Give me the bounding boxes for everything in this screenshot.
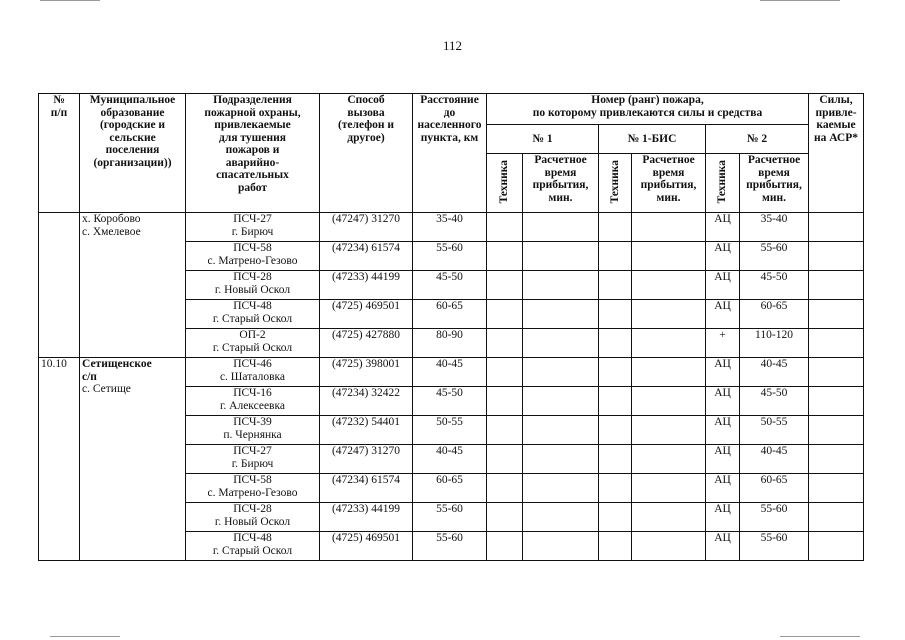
eta-rank2-cell: 45-50 xyxy=(740,387,809,416)
asr-cell xyxy=(809,213,864,242)
tech-rank1bis-cell xyxy=(599,300,632,329)
distance-cell: 55-60 xyxy=(413,532,487,561)
tech-rank2-cell: + xyxy=(706,329,740,358)
tech-rank1-cell xyxy=(487,358,523,387)
tech-rank2-cell: АЦ xyxy=(706,474,740,503)
fire-unit-cell: ПСЧ-28 г. Новый Оскол xyxy=(186,271,320,300)
eta-rank2-cell: 35-40 xyxy=(740,213,809,242)
asr-cell xyxy=(809,416,864,445)
tech-rank1bis-cell xyxy=(599,329,632,358)
phone-cell: (47234) 61574 xyxy=(320,242,413,271)
eta-rank1bis-cell xyxy=(632,358,706,387)
eta-rank2-cell: 55-60 xyxy=(740,532,809,561)
header-tech-1: Техника xyxy=(487,154,523,213)
tech-rank1-cell xyxy=(487,271,523,300)
eta-rank2-cell: 50-55 xyxy=(740,416,809,445)
phone-cell: (4725) 398001 xyxy=(320,358,413,387)
tech-rank1bis-cell xyxy=(599,213,632,242)
eta-rank2-cell: 110-120 xyxy=(740,329,809,358)
phone-cell: (4725) 469501 xyxy=(320,300,413,329)
eta-rank1-cell xyxy=(523,329,599,358)
tech-rank1bis-cell xyxy=(599,416,632,445)
tech-rank1bis-cell xyxy=(599,474,632,503)
eta-rank1-cell xyxy=(523,474,599,503)
distance-cell: 60-65 xyxy=(413,474,487,503)
header-distance: Расстояние до населенного пункта, км xyxy=(413,94,487,213)
fire-unit-cell: ПСЧ-58 с. Матрено-Гезово xyxy=(186,242,320,271)
phone-cell: (47247) 31270 xyxy=(320,213,413,242)
tech-rank2-cell: АЦ xyxy=(706,532,740,561)
tech-rank1-cell xyxy=(487,474,523,503)
eta-rank1-cell xyxy=(523,300,599,329)
distance-cell: 40-45 xyxy=(413,358,487,387)
tech-rank2-cell: АЦ xyxy=(706,271,740,300)
eta-rank1bis-cell xyxy=(632,271,706,300)
distance-cell: 45-50 xyxy=(413,271,487,300)
eta-rank1bis-cell xyxy=(632,532,706,561)
tech-rank1-cell xyxy=(487,503,523,532)
distance-cell: 60-65 xyxy=(413,300,487,329)
distance-cell: 40-45 xyxy=(413,445,487,474)
tech-rank1-cell xyxy=(487,213,523,242)
page-number: 112 xyxy=(442,38,463,53)
asr-cell xyxy=(809,503,864,532)
eta-rank2-cell: 55-60 xyxy=(740,242,809,271)
tech-rank1-cell xyxy=(487,416,523,445)
tech-rank1bis-cell xyxy=(599,242,632,271)
eta-rank1-cell xyxy=(523,271,599,300)
eta-rank1bis-cell xyxy=(632,329,706,358)
distance-cell: 55-60 xyxy=(413,242,487,271)
eta-rank2-cell: 55-60 xyxy=(740,503,809,532)
distance-cell: 45-50 xyxy=(413,387,487,416)
phone-cell: (47232) 54401 xyxy=(320,416,413,445)
table-body xyxy=(39,213,864,561)
eta-rank1-cell xyxy=(523,213,599,242)
header-asr: Силы, привле- каемые на АСР* xyxy=(809,94,864,213)
eta-rank1-cell xyxy=(523,242,599,271)
tech-rank2-cell: АЦ xyxy=(706,242,740,271)
eta-rank1bis-cell xyxy=(632,387,706,416)
phone-cell: (4725) 469501 xyxy=(320,532,413,561)
municipality-cell xyxy=(80,358,186,561)
eta-rank1-cell xyxy=(523,445,599,474)
top-scan-edge xyxy=(760,0,840,1)
table-row xyxy=(39,213,864,242)
header-tech-1bis: Техника xyxy=(599,154,632,213)
eta-rank2-cell: 45-50 xyxy=(740,271,809,300)
municipality-name: Сетищенское с/п xyxy=(82,358,152,383)
phone-cell: (47247) 31270 xyxy=(320,445,413,474)
fire-unit-cell: ПСЧ-27 г. Бирюч xyxy=(186,213,320,242)
distance-cell: 80-90 xyxy=(413,329,487,358)
tech-rank2-cell: АЦ xyxy=(706,416,740,445)
header-rank-1bis: № 1-БИС xyxy=(599,125,706,154)
asr-cell xyxy=(809,358,864,387)
settlement-names: х. Коробово с. Хмелевое xyxy=(82,213,141,238)
tech-rank1bis-cell xyxy=(599,271,632,300)
eta-rank2-cell: 60-65 xyxy=(740,474,809,503)
phone-cell: (47233) 44199 xyxy=(320,503,413,532)
fire-unit-cell: ПСЧ-16 г. Алексеевка xyxy=(186,387,320,416)
eta-rank1-cell xyxy=(523,416,599,445)
tech-rank1bis-cell xyxy=(599,445,632,474)
header-fire-rank: Номер (ранг) пожара, по которому привлекаются силы и средства xyxy=(487,94,809,125)
fire-unit-cell: ПСЧ-58 с. Матрено-Гезово xyxy=(186,474,320,503)
header-num: № п/п xyxy=(39,94,80,213)
fire-unit-cell: ПСЧ-27 г. Бирюч xyxy=(186,445,320,474)
asr-cell xyxy=(809,387,864,416)
eta-rank1bis-cell xyxy=(632,213,706,242)
eta-rank1bis-cell xyxy=(632,445,706,474)
tech-rank2-cell: АЦ xyxy=(706,213,740,242)
fire-unit-cell: ПСЧ-46 с. Шаталовка xyxy=(186,358,320,387)
eta-rank1bis-cell xyxy=(632,242,706,271)
tech-rank1-cell xyxy=(487,242,523,271)
header-eta-1: Расчетное время прибытия, мин. xyxy=(523,154,599,213)
eta-rank1-cell xyxy=(523,358,599,387)
header-rank-1: № 1 xyxy=(487,125,599,154)
tech-rank1-cell xyxy=(487,445,523,474)
asr-cell xyxy=(809,271,864,300)
phone-cell: (47234) 61574 xyxy=(320,474,413,503)
fire-unit-cell: ОП-2 г. Старый Оскол xyxy=(186,329,320,358)
eta-rank1-cell xyxy=(523,387,599,416)
header-municipality: Муниципальное образование (городские и сельские поселения (организации)) xyxy=(80,94,186,213)
eta-rank2-cell: 40-45 xyxy=(740,445,809,474)
asr-cell xyxy=(809,329,864,358)
distance-cell: 35-40 xyxy=(413,213,487,242)
tech-rank1-cell xyxy=(487,387,523,416)
tech-rank2-cell: АЦ xyxy=(706,503,740,532)
settlement-names: с. Сетище xyxy=(82,383,131,395)
distance-cell: 55-60 xyxy=(413,503,487,532)
eta-rank2-cell: 40-45 xyxy=(740,358,809,387)
bottom-scan-edge xyxy=(780,636,860,637)
eta-rank1-cell xyxy=(523,503,599,532)
tech-rank2-cell: АЦ xyxy=(706,300,740,329)
table-row xyxy=(39,358,864,387)
tech-rank1-cell xyxy=(487,329,523,358)
tech-rank1bis-cell xyxy=(599,387,632,416)
fire-forces-table xyxy=(38,93,864,561)
eta-rank2-cell: 60-65 xyxy=(740,300,809,329)
tech-rank1bis-cell xyxy=(599,503,632,532)
top-scan-edge xyxy=(40,0,100,1)
header-unit: Подразделения пожарной охраны, привлекаемые для тушения пожаров и аварийно- спасательных работ xyxy=(186,94,320,213)
tech-rank1-cell xyxy=(487,532,523,561)
eta-rank1-cell xyxy=(523,532,599,561)
header-call-method: Способ вызова (телефон и другое) xyxy=(320,94,413,213)
phone-cell: (4725) 427880 xyxy=(320,329,413,358)
tech-rank2-cell: АЦ xyxy=(706,358,740,387)
phone-cell: (47234) 32422 xyxy=(320,387,413,416)
row-number xyxy=(39,213,80,358)
eta-rank1bis-cell xyxy=(632,300,706,329)
municipality-cell xyxy=(80,213,186,358)
distance-cell: 50-55 xyxy=(413,416,487,445)
tech-rank2-cell: АЦ xyxy=(706,387,740,416)
header-eta-2: Расчетное время прибытия, мин. xyxy=(740,154,809,213)
asr-cell xyxy=(809,300,864,329)
asr-cell xyxy=(809,445,864,474)
header-tech-2: Техника xyxy=(706,154,740,213)
asr-cell xyxy=(809,532,864,561)
eta-rank1bis-cell xyxy=(632,474,706,503)
asr-cell xyxy=(809,474,864,503)
header-rank-2: № 2 xyxy=(706,125,809,154)
phone-cell: (47233) 44199 xyxy=(320,271,413,300)
eta-rank1bis-cell xyxy=(632,503,706,532)
tech-rank2-cell: АЦ xyxy=(706,445,740,474)
asr-cell xyxy=(809,242,864,271)
bottom-scan-edge xyxy=(50,636,120,637)
fire-unit-cell: ПСЧ-48 г. Старый Оскол xyxy=(186,532,320,561)
fire-unit-cell: ПСЧ-48 г. Старый Оскол xyxy=(186,300,320,329)
eta-rank1bis-cell xyxy=(632,416,706,445)
row-number: 10.10 xyxy=(39,358,80,561)
header-eta-1bis: Расчетное время прибытия, мин. xyxy=(632,154,706,213)
fire-unit-cell: ПСЧ-39 п. Чернянка xyxy=(186,416,320,445)
tech-rank1bis-cell xyxy=(599,532,632,561)
fire-unit-cell: ПСЧ-28 г. Новый Оскол xyxy=(186,503,320,532)
tech-rank1-cell xyxy=(487,300,523,329)
tech-rank1bis-cell xyxy=(599,358,632,387)
